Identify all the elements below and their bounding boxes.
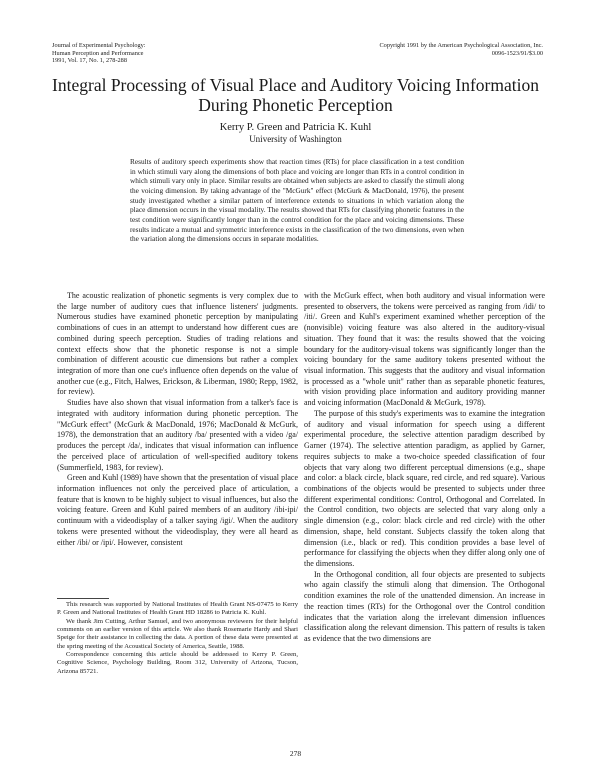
- journal-volume-line: 1991, Vol. 17, No. 1, 278-288: [52, 57, 127, 65]
- author-affiliation: University of Washington: [249, 134, 342, 144]
- body-paragraph: with the McGurk effect, when both auditory and visual information were presented to observers, the tokens were perceived as ranging from /idi/ to /iti/. Green and Kuhl's experiment examined whether perception of the (nonvisible) voicing feature was also altered in the auditory-visual situation. They found that it was: the results showed that the voicing boundary for the auditory-visual tokens was significantly longer than the voicing boundary for the same auditory tokens presented without the visual information. This suggests that the auditory and visual information is processed as a "whole unit" rather than as separable phonetic features, with vision providing place information and auditory providing manner and voicing information (MacDonald & McGurk, 1978).: [304, 291, 545, 408]
- body-paragraph: In the Orthogonal condition, all four objects are presented to subjects who again classify the stimuli along that dimension. The Orthogonal condition examines the role of the unattended dimension. An increase in the reaction times (RTs) for the Orthogonal over the Control condition indicates that the variation along the irrelevant dimension influences classification along the relevant dimension. This pattern of results is taken as evidence that the two dimensions are: [304, 569, 545, 643]
- copyright-notice: [379, 42, 543, 57]
- footnotes: [57, 601, 298, 745]
- article-title: [40, 75, 551, 115]
- copyright-line2: 0096-1523/91/$3.00: [491, 49, 543, 57]
- article-title-line1: Integral Processing of Visual Place and Auditory Voicing Information: [52, 75, 539, 95]
- author-list: Kerry P. Green and Patricia K. Kuhl: [219, 122, 372, 133]
- journal-name-line1: Journal of Experimental Psychology:: [52, 42, 146, 49]
- footnote-funding: This research was supported by National Institutes of Health Grant NS-07475 to Kerry P. Green and National Institutes of Health Grant HD 18286 to Patricia K. Kuhl.: [57, 601, 298, 617]
- body-column-left: [57, 291, 298, 591]
- abstract: Results of auditory speech experiments show that reaction times (RTs) for place classification in a test condition in which stimuli vary along the dimensions of both place and voicing are longer than RTs in a control condition in which stimuli vary only in place. Similar results are obtained when subjects are asked to classify the stimuli along the voicing dimension. By taking advantage of the "McGurk" effect (McGurk & MacDonald, 1976), the present study investigated whether a similar pattern of interference extends to situations in which variation along the place dimension occurs in the visual modality. The results showed that RTs for classifying phonetic features in the test condition were significantly longer than in the control condition for the place and voicing dimensions. These results indicate a mutual and symmetric interference exists in the classification of the two dimensions, even when the variation along the dimensions occurs in separate modalities.: [130, 157, 464, 244]
- page-number: 278: [289, 749, 302, 758]
- footnote-correspondence: Correspondence concerning this article should be addressed to Kerry P. Green, Cognitive Science, Psychology Building, Room 312, University of Arizona, Tucson, Arizona 85721.: [57, 651, 298, 675]
- copyright-line1: Copyright 1991 by the American Psychological Association, Inc.: [379, 42, 543, 49]
- footnote-divider: [57, 598, 109, 599]
- article-title-line2: During Phonetic Perception: [198, 95, 393, 115]
- journal-name-line2: Human Perception and Performance: [52, 49, 144, 57]
- footnote-acknowledgments: We thank Jim Cutting, Arthur Samuel, and two anonymous reviewers for their helpful comments on an earlier version of this article. We also thank Rosemarie Hardy and Shari Speige for their assistance in collecting the data. A portion of these data were presented at the spring meeting of the Acoustical Society of America, Seattle, 1988.: [57, 617, 298, 650]
- journal-citation: [52, 42, 146, 65]
- body-paragraph: Studies have also shown that visual information from a talker's face is integrated with auditory information during phonetic perception. The "McGurk effect" (McGurk & MacDonald, 1976; MacDonald & McGurk, 1978), the demonstration that an auditory /ba/ presented with a video /ga/ produces the percept /da/, indicates that visual information can influence the perceived place of articulation of well-specified auditory tokens (Summerfield, 1983, for review).: [57, 398, 298, 472]
- body-column-right: [304, 291, 545, 746]
- body-paragraph: Green and Kuhl (1989) have shown that the presentation of visual place information influences not only the perceived place of articulation, a feature that is known to be highly subject to visual influences, but also the voicing feature. Green and Kuhl paired members of an auditory /ibi-ipi/ continuum with a videodisplay of a talker saying /igi/. When the auditory tokens were presented without the videodisplay, they were all heard as either /ibi/ or /ipi/. However, consistent: [57, 473, 298, 547]
- body-paragraph: The purpose of this study's experiments was to examine the integration of auditory and visual information for speech using a different experimental procedure, the selective attention paradigm described by Garner (1974). The selective attention paradigm, as applied by Garner, requires subjects to make a two-choice speeded classification of four objects that vary along two different perceptual dimensions (e.g., shape and color: a black circle, black square, red circle, and red square). Various combinations of the objects would be presented to subjects under three different experimental conditions: Control, Orthogonal and Correlated. In the Control condition, two objects are selected that vary along only a single dimension (e.g., color: black circle and red circle) with the other dimension, shape, held constant. Subjects classify the token along that dimension (i.e., black or red). This condition provides a base level of performance for classifying the objects when they differ along only one of the dimensions.: [304, 408, 545, 568]
- body-paragraph: The acoustic realization of phonetic segments is very complex due to the large number of auditory cues that influence listeners' judgments. Numerous studies have examined phonetic perception by manipulating combinations of cues in an attempt to understand how different cues are combined during speech perception. Studies of trading relations and context effects show that the phonetic response is not a simple combination of different acoustic cue dimensions but rather a complex integration of more than one cue's influence often depends on the value of another cue (e.g., Fitch, Halwes, Erickson, & Liberman, 1980; Repp, 1982, for review).: [57, 291, 298, 397]
